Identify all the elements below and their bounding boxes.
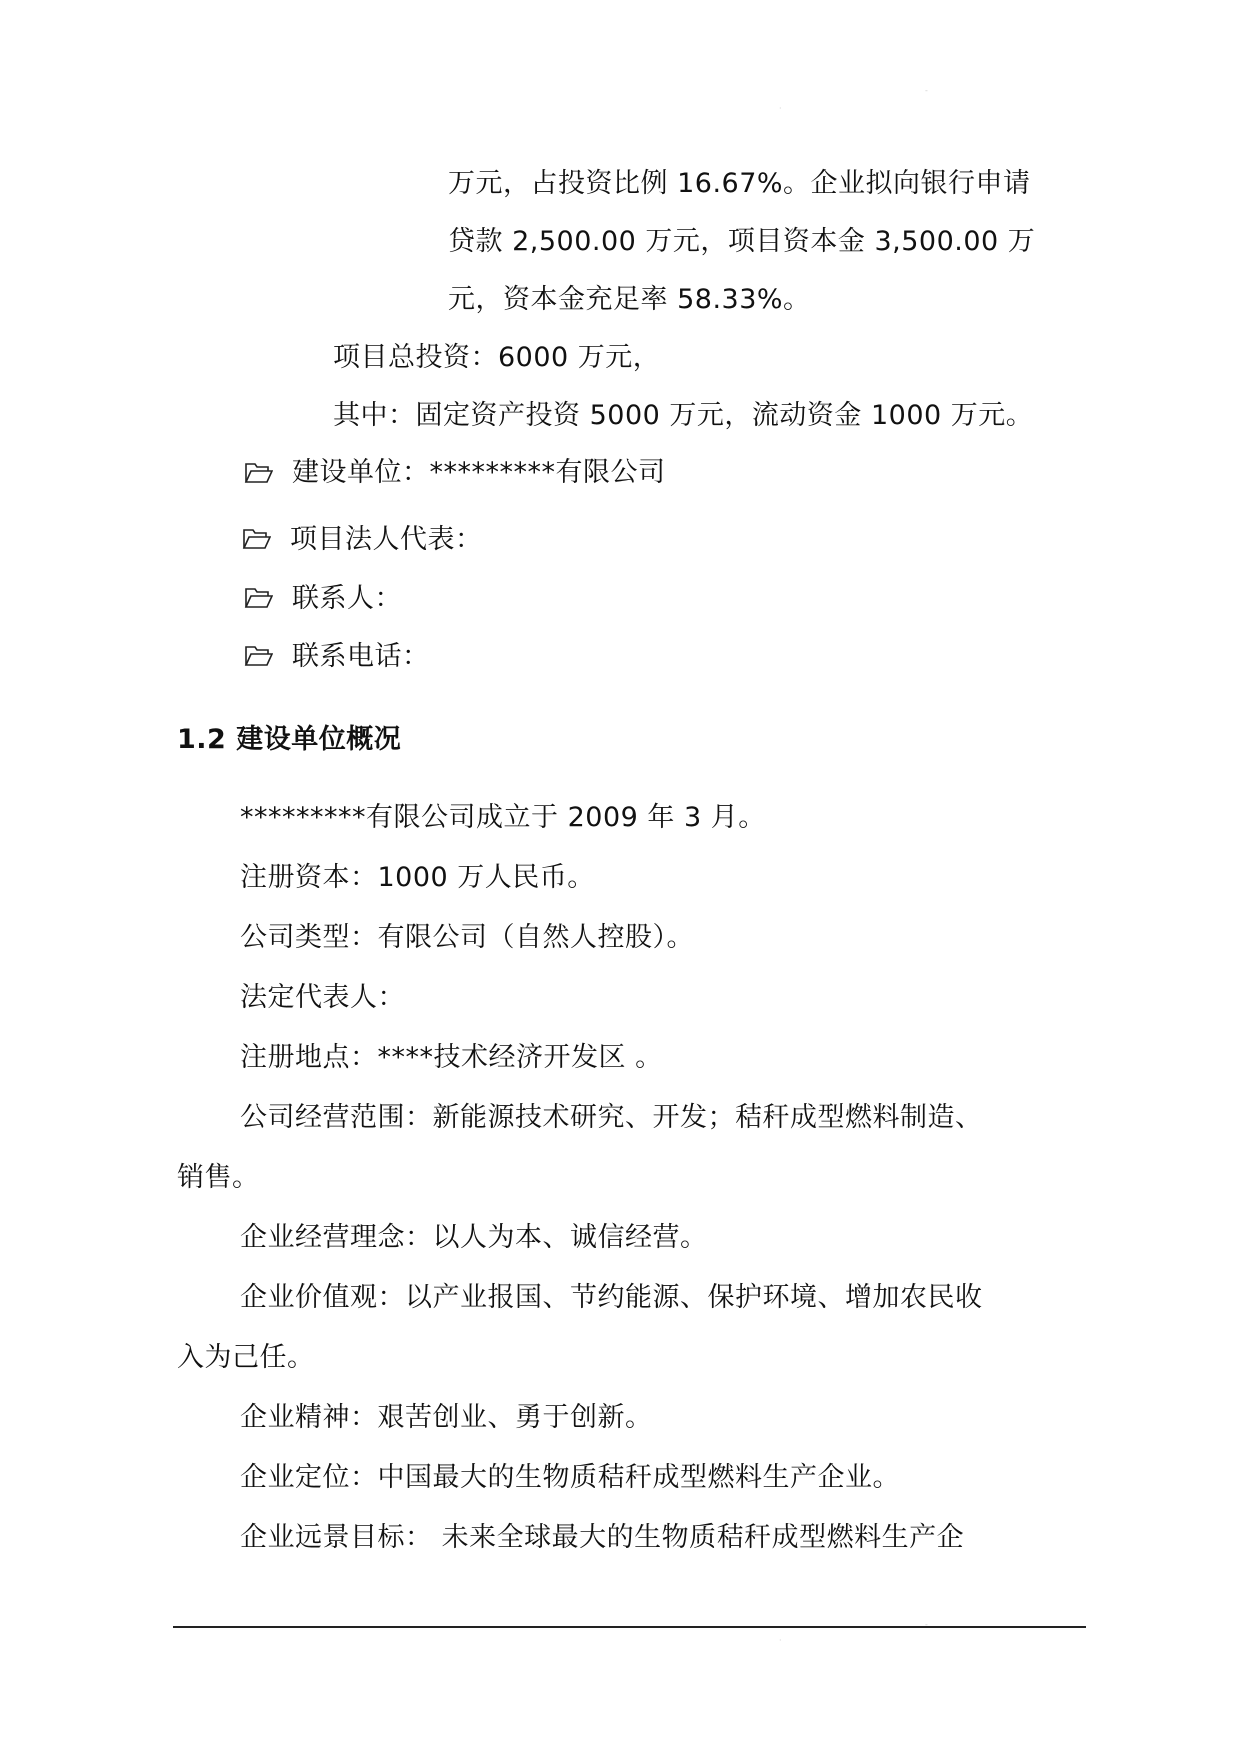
paragraph-line: 企业定位：中国最大的生物质秸秆成型燃料生产企业。 <box>240 1462 900 1493</box>
bullet-construction-unit: 建设单位：*********有限公司 <box>292 457 666 488</box>
folder-icon <box>243 460 273 486</box>
investment-breakdown: 其中：固定资产投资 5000 万元，流动资金 1000 万元。 <box>333 400 1034 431</box>
investment-line-1: 万元，占投资比例 16.67%。企业拟向银行申请 <box>448 168 1031 199</box>
total-investment: 项目总投资：6000 万元， <box>333 342 661 373</box>
paragraph-line: 企业精神：艰苦创业、勇于创新。 <box>240 1402 653 1433</box>
paragraph-line: 公司经营范围：新能源技术研究、开发；秸秆成型燃料制造、 <box>240 1102 983 1133</box>
paragraph-line: *********有限公司成立于 2009 年 3 月。 <box>240 802 766 833</box>
bullet-contact-phone: 联系电话： <box>292 641 430 672</box>
folder-icon <box>243 585 273 611</box>
paragraph-line: 注册地点：****技术经济开发区 。 <box>240 1042 663 1073</box>
investment-line-2: 贷款 2,500.00 万元，项目资本金 3,500.00 万 <box>448 226 1036 257</box>
section-heading: 1.2 建设单位概况 <box>177 724 402 755</box>
footer-divider <box>173 1626 1086 1628</box>
page-mark: ‐ <box>925 1620 928 1629</box>
paragraph-line: 销售。 <box>177 1162 260 1193</box>
folder-icon <box>241 526 271 552</box>
page-mark: · <box>779 104 782 113</box>
bullet-contact-person: 联系人： <box>292 583 402 614</box>
paragraph-line: 入为己任。 <box>177 1342 315 1373</box>
folder-icon <box>243 643 273 669</box>
paragraph-line: 公司类型：有限公司（自然人控股）。 <box>240 922 694 953</box>
page-mark: ‐ <box>925 86 928 95</box>
paragraph-line: 企业价值观：以产业报国、节约能源、保护环境、增加农民收 <box>240 1282 983 1313</box>
paragraph-line: 注册资本：1000 万人民币。 <box>240 862 595 893</box>
page-mark: · <box>779 1636 782 1645</box>
investment-line-3: 元，资本金充足率 58.33%。 <box>448 284 811 315</box>
paragraph-line: 企业经营理念：以人为本、诚信经营。 <box>240 1222 708 1253</box>
paragraph-line: 法定代表人： <box>240 982 405 1013</box>
paragraph-line: 企业远景目标： 未来全球最大的生物质秸秆成型燃料生产企 <box>240 1522 965 1553</box>
bullet-legal-representative: 项目法人代表： <box>290 524 483 555</box>
